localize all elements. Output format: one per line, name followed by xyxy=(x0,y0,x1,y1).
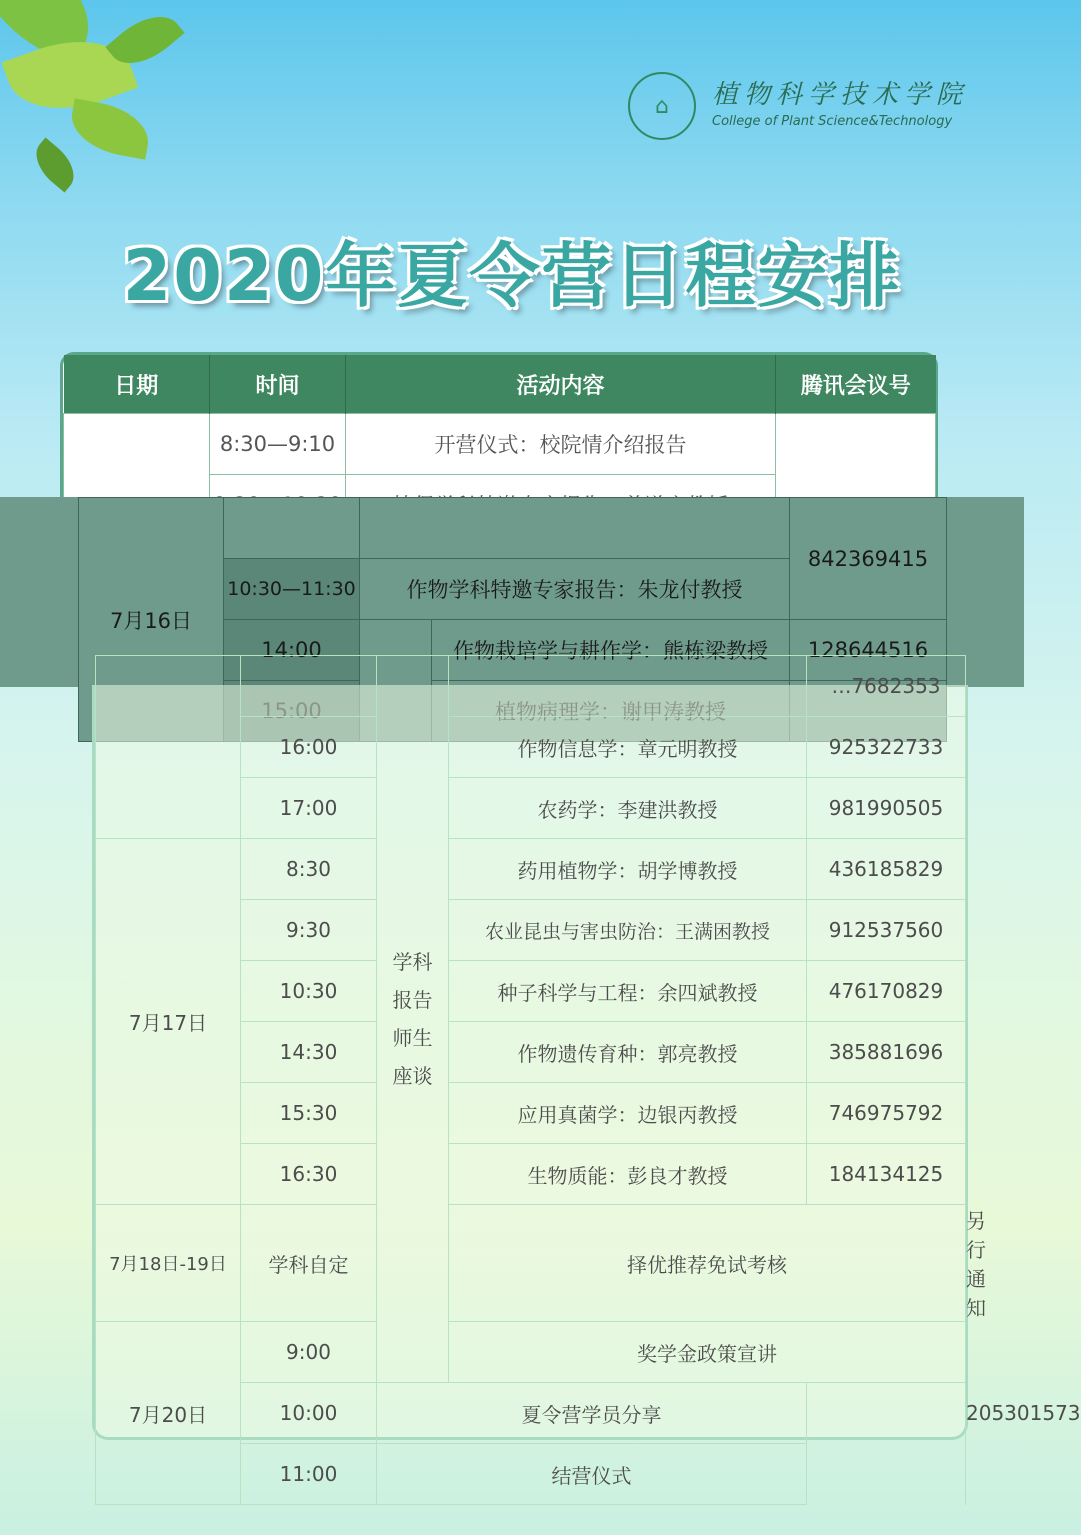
meeting-cell: 925322733 xyxy=(807,717,966,778)
date-cell: 7月16日 xyxy=(79,498,224,742)
activity-cell: 择优推荐免试考核 xyxy=(449,1205,966,1322)
college-name-en: College of Plant Science&Technology xyxy=(712,114,953,129)
activity-cell: 作物学科特邀专家报告：朱龙付教授 xyxy=(360,559,790,620)
meeting-cell: 912537560 xyxy=(807,900,966,961)
table-header-row xyxy=(64,355,936,414)
time-cell: 15:30 xyxy=(241,1083,377,1144)
date-cell: 7月20日 xyxy=(96,1322,241,1505)
activity-cell: 作物信息学：章元明教授 xyxy=(449,717,807,778)
activity-cell: 生物质能：彭良才教授 xyxy=(449,1144,807,1205)
activity-cell: 农药学：李建洪教授 xyxy=(449,778,807,839)
date-cell xyxy=(96,656,241,839)
header-time: 时间 xyxy=(210,355,346,414)
table-row xyxy=(96,839,966,900)
activity-cell: 农业昆虫与害虫防治：王满困教授 xyxy=(449,900,807,961)
college-emblem-icon: ⌂ xyxy=(628,72,696,140)
time-cell: 16:30 xyxy=(241,1144,377,1205)
time-cell xyxy=(241,656,377,717)
meeting-cell: 981990505 xyxy=(807,778,966,839)
time-cell xyxy=(224,498,360,559)
table-row: 7月18日-19日 学科自定 择优推荐免试考核 另行通知 xyxy=(96,1205,966,1322)
college-name-cn: 植物科学技术学院 xyxy=(712,80,969,110)
meeting-cell: 436185829 xyxy=(807,839,966,900)
time-cell: 8:30 xyxy=(241,839,377,900)
category-text: 座谈 xyxy=(392,1064,433,1088)
header-date: 日期 xyxy=(64,355,210,414)
category-text: 学科 xyxy=(392,950,433,974)
activity-cell: 药用植物学：胡学博教授 xyxy=(449,839,807,900)
category-text: 报告 xyxy=(392,988,433,1012)
time-cell: 9:30 xyxy=(241,900,377,961)
category-cell xyxy=(377,656,449,1383)
activity-cell: 作物栽培学与耕作学：熊栋梁教授 xyxy=(432,620,790,681)
leaf-decoration xyxy=(66,98,153,159)
table-row xyxy=(64,414,936,475)
time-cell: 8:30—9:10 xyxy=(210,414,346,475)
time-cell: 学科自定 xyxy=(241,1205,377,1322)
header-meeting: 腾讯会议号 xyxy=(776,355,936,414)
date-cell: 7月18日-19日 xyxy=(96,1205,241,1322)
date-cell: 7月17日 xyxy=(96,839,241,1205)
table-row: 7月20日 9:00 奖学金政策宣讲 205301573 xyxy=(96,1322,966,1383)
meeting-cell: 842369415 xyxy=(790,498,947,620)
schedule-table-bottom xyxy=(92,674,1081,1488)
activity-cell: 作物遗传育种：郭亮教授 xyxy=(449,1022,807,1083)
activity-cell: 结营仪式 xyxy=(377,1444,807,1505)
header-activity: 活动内容 xyxy=(346,355,776,414)
time-cell: 9:00 xyxy=(241,1322,377,1383)
activity-cell: 应用真菌学：边银丙教授 xyxy=(449,1083,807,1144)
meeting-cell: 746975792 xyxy=(807,1083,966,1144)
meeting-cell: …7682353 xyxy=(807,656,966,717)
activity-cell: 开营仪式：校院情介绍报告 xyxy=(346,414,776,475)
activity-cell xyxy=(449,656,807,717)
time-cell: 14:00 xyxy=(224,620,360,681)
schedule-table-top xyxy=(60,352,938,505)
time-cell: 10:30—11:30 xyxy=(224,559,360,620)
meeting-cell: 385881696 xyxy=(807,1022,966,1083)
time-cell: 14:30 xyxy=(241,1022,377,1083)
time-cell: 11:00 xyxy=(241,1444,377,1505)
activity-cell: 种子科学与工程：余四斌教授 xyxy=(449,961,807,1022)
leaf-decoration xyxy=(26,137,84,192)
time-cell: 17:00 xyxy=(241,778,377,839)
meeting-cell: 476170829 xyxy=(807,961,966,1022)
time-cell: 10:30 xyxy=(241,961,377,1022)
meeting-cell: 128644516 xyxy=(790,620,947,681)
time-cell: 10:00 xyxy=(241,1383,377,1444)
activity-cell: 奖学金政策宣讲 xyxy=(449,1322,966,1383)
table-row xyxy=(79,498,947,559)
activity-cell: 夏令营学员分享 xyxy=(377,1383,807,1444)
time-cell: 16:00 xyxy=(241,717,377,778)
table-row xyxy=(96,656,966,717)
page-title: 2020年夏令营日程安排 xyxy=(122,235,902,317)
category-text: 师生 xyxy=(392,1026,433,1050)
meeting-cell: 184134125 xyxy=(807,1144,966,1205)
activity-cell xyxy=(360,498,790,559)
